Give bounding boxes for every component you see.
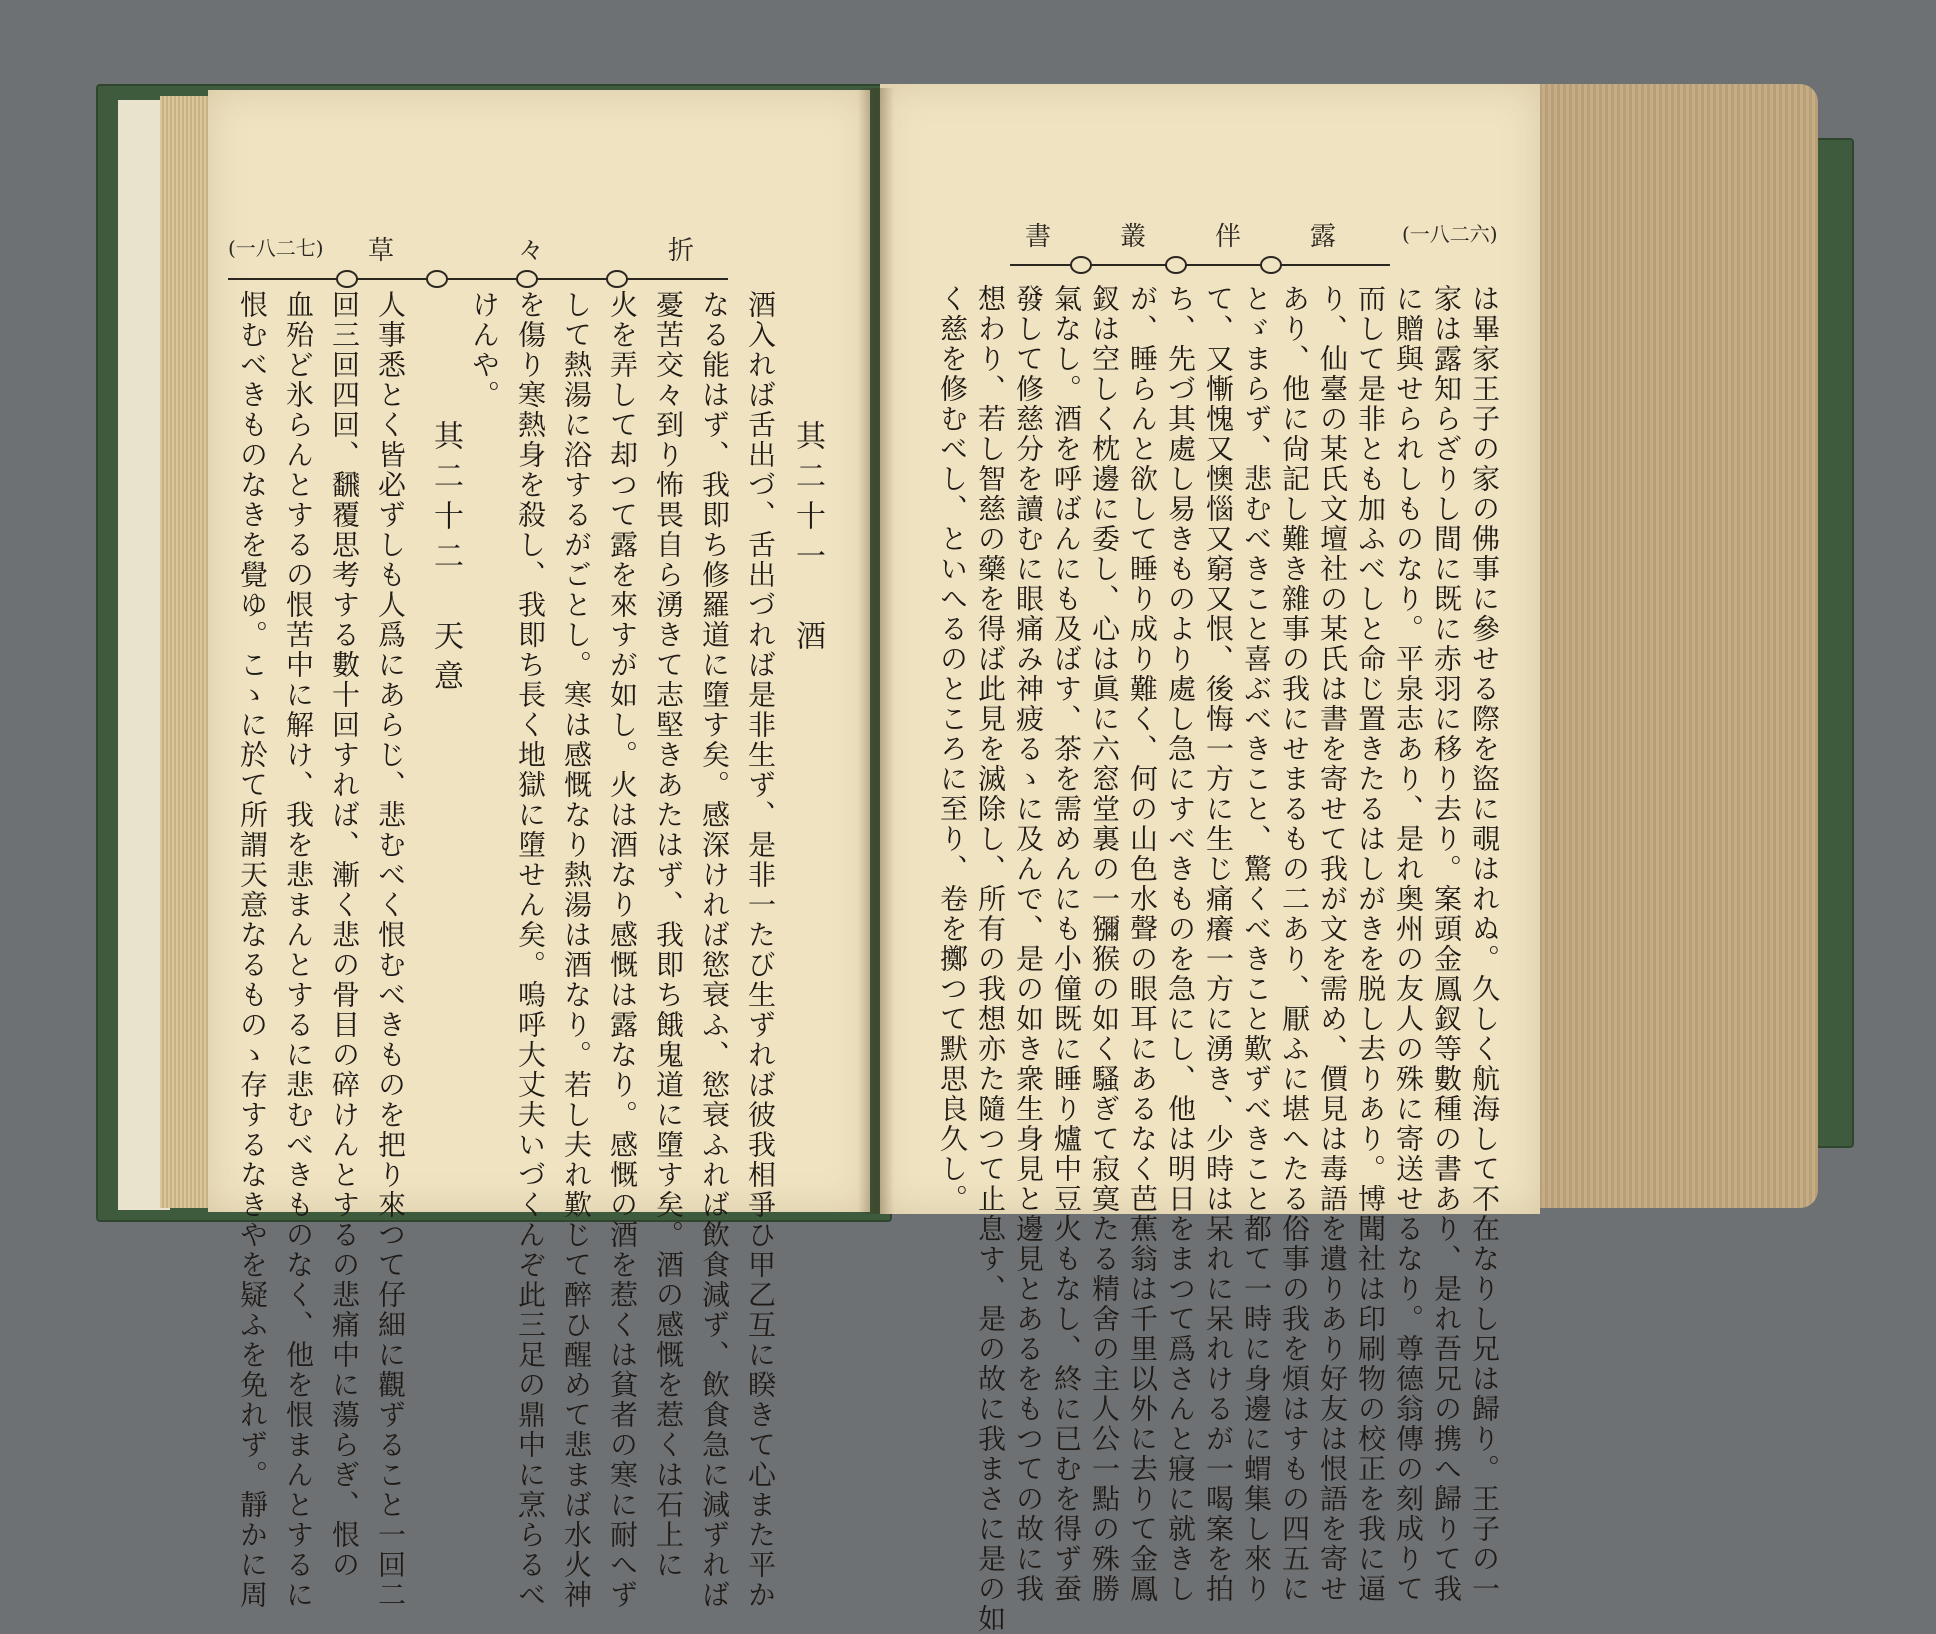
header-ornament: [1070, 256, 1092, 274]
left-page-number: (一八二七): [228, 236, 324, 260]
left-head-char-2: 々: [518, 236, 545, 266]
right-header-rule: [1010, 264, 1390, 266]
left-text-column: 酒入れば舌出づ、舌出づれば是非生ず、是非一たび生ずれば彼我相爭ひ甲乙互に睽きて心また平か: [744, 290, 777, 1610]
right-text-column: に贈與せられしものなり。平泉志あり、是れ奥州の友人の殊に寄送せるなり。尊德翁傳の刻成りて: [1392, 284, 1425, 1604]
left-text-column: して熱湯に浴するがごとし。寒は感慨なり熱湯は酒なり。若し夫れ歎じて醉ひ醒めて悲まば水火神: [560, 290, 593, 1610]
left-text-column: 人事悉とく皆必ずしも人爲にあらじ、悲むべく恨むべきものを把り來つて仔細に觀ずること一回二: [374, 290, 407, 1610]
right-text-column: り、仙臺の某氏文壇社の某氏は書を寄せて我が文を需め、價見は毒語を遺りあり好友は恨語を寄せ: [1316, 284, 1349, 1604]
right-text-column: 氣なし。酒を呼ばんにも及ばす、茶を需めんにも小僮既に睡り爐中豆火もなし、終に已むを得ず蚕: [1050, 284, 1083, 1604]
left-text-column: 恨むべきものなきを覺ゆ。こゝに於て所謂天意なるものゝ存するなきやを疑ふを免れず。靜かに周: [236, 290, 269, 1610]
right-text-column: 釵は空しく枕邊に委し、心は眞に六窓堂裏の一獼猴の如く騷ぎて寂寞たる精舍の主人公一點の殊勝: [1088, 284, 1121, 1604]
header-ornament: [336, 270, 358, 288]
right-head-char-3: 叢: [1120, 222, 1147, 252]
right-page: [880, 84, 1540, 1634]
header-ornament: [606, 270, 628, 288]
right-text-column: とゞまらず、悲むべきこと喜ぶべきこと、驚くべきこと歎ずべきこと都て一時に身邊に蝟集し來り: [1240, 284, 1273, 1604]
left-text-column: 憂苦交々到り怖畏自ら湧きて志堅きあたはず、我即ち餓鬼道に墮す矣。酒の感慨を惹くは石上に: [652, 290, 685, 1580]
left-text-column: 火を弄して却つて露を來すが如し。火は酒なり感慨は露なり。感慨の酒を惹くは貧者の寒に耐へず: [606, 290, 639, 1610]
fore-edge: [1536, 84, 1818, 1208]
right-head-char-1: 露: [1310, 222, 1337, 252]
header-ornament: [426, 270, 448, 288]
right-text-column: く慈を修むべし、といへるのところに至り、卷を擲つて默思良久し。: [936, 284, 969, 1214]
left-text-column: 回三回四回、飜覆思考する數十回すれば、漸く悲の骨目の碎けんとするの悲痛中に蕩らぎ、恨の: [328, 290, 361, 1580]
left-page: [208, 90, 870, 1610]
section-heading-22: 其二十二 天意: [428, 420, 463, 700]
right-text-column: て、又慚愧又懊惱又窮又恨、後悔一方に生じ痛癢一方に湧き、少時は呆れに呆れけるが一喝案を拍: [1202, 284, 1235, 1604]
right-page-number: (一八二六): [1402, 222, 1498, 246]
right-text-column: ち、先づ其處し易きものより處し急にすべきものを急にし、他は明日をまつて爲さんと寢に就きし: [1164, 284, 1197, 1604]
right-text-column: 發して修慈分を讀むに眼痛み神疲るゝに及んで、是の如き衆生身見と邊見とあるをもつての故に我: [1012, 284, 1045, 1604]
book-gutter: [858, 88, 894, 1214]
header-ornament: [1165, 256, 1187, 274]
right-text-column: 而して是非とも加ふべしと命じ置きたるはしがきを脱し去りあり。博聞社は印刷物の校正を我に逼: [1354, 284, 1387, 1604]
left-text-column: なる能はず、我即ち修羅道に墮す矣。感深ければ慾衰ふ、慾衰ふれば飲食減ず、飲食急に減ずれば: [698, 290, 731, 1610]
section-heading-21: 其二十一 酒: [790, 420, 825, 660]
left-running-header: [228, 230, 728, 270]
left-text-column: を傷り寒熱身を殺し、我即ち長く地獄に墮せん矣。嗚呼大丈夫いづくんぞ此三足の鼎中に烹らるべ: [514, 290, 547, 1610]
right-head-char-2: 伴: [1215, 222, 1242, 252]
right-head-char-4: 書: [1025, 222, 1052, 252]
left-header-rule: [228, 278, 728, 280]
right-text-column: 家は露知らざりし間に既に赤羽に移り去り。案頭金鳳釵等數種の書あり、是れ吾兄の携へ歸りて我: [1430, 284, 1463, 1604]
left-text-column: 血殆ど氷らんとするの恨苦中に解け、我を悲まんとするに悲むべきものなく、他を恨まんとするに: [282, 290, 315, 1610]
right-text-column: あり、他に尙記し難き雜事の我にせまるもの二あり、厭ふに堪へたる俗事の我を煩はすもの四五に: [1278, 284, 1311, 1604]
right-text-column: 想わり、若し智慈の藥を得ば此見を滅除し、所有の我想亦た隨つて止息す、是の故に我まさに是の如: [974, 284, 1007, 1634]
header-ornament: [1260, 256, 1282, 274]
left-head-char-1: 折: [668, 236, 695, 266]
right-text-column: は畢家王子の家の佛事に參せる際を盜に覗はれぬ。久しく航海して不在なりし兄は歸り。王子の一: [1468, 284, 1501, 1604]
right-text-column: が、睡らんと欲して睡り成り難く、何の山色水聲の眼耳にあるなく芭蕉翁は千里以外に去りて金鳳: [1126, 284, 1159, 1604]
left-head-char-3: 草: [368, 236, 395, 266]
header-ornament: [516, 270, 538, 288]
right-running-header: [1010, 216, 1510, 256]
left-text-column: けんや。: [468, 290, 501, 410]
